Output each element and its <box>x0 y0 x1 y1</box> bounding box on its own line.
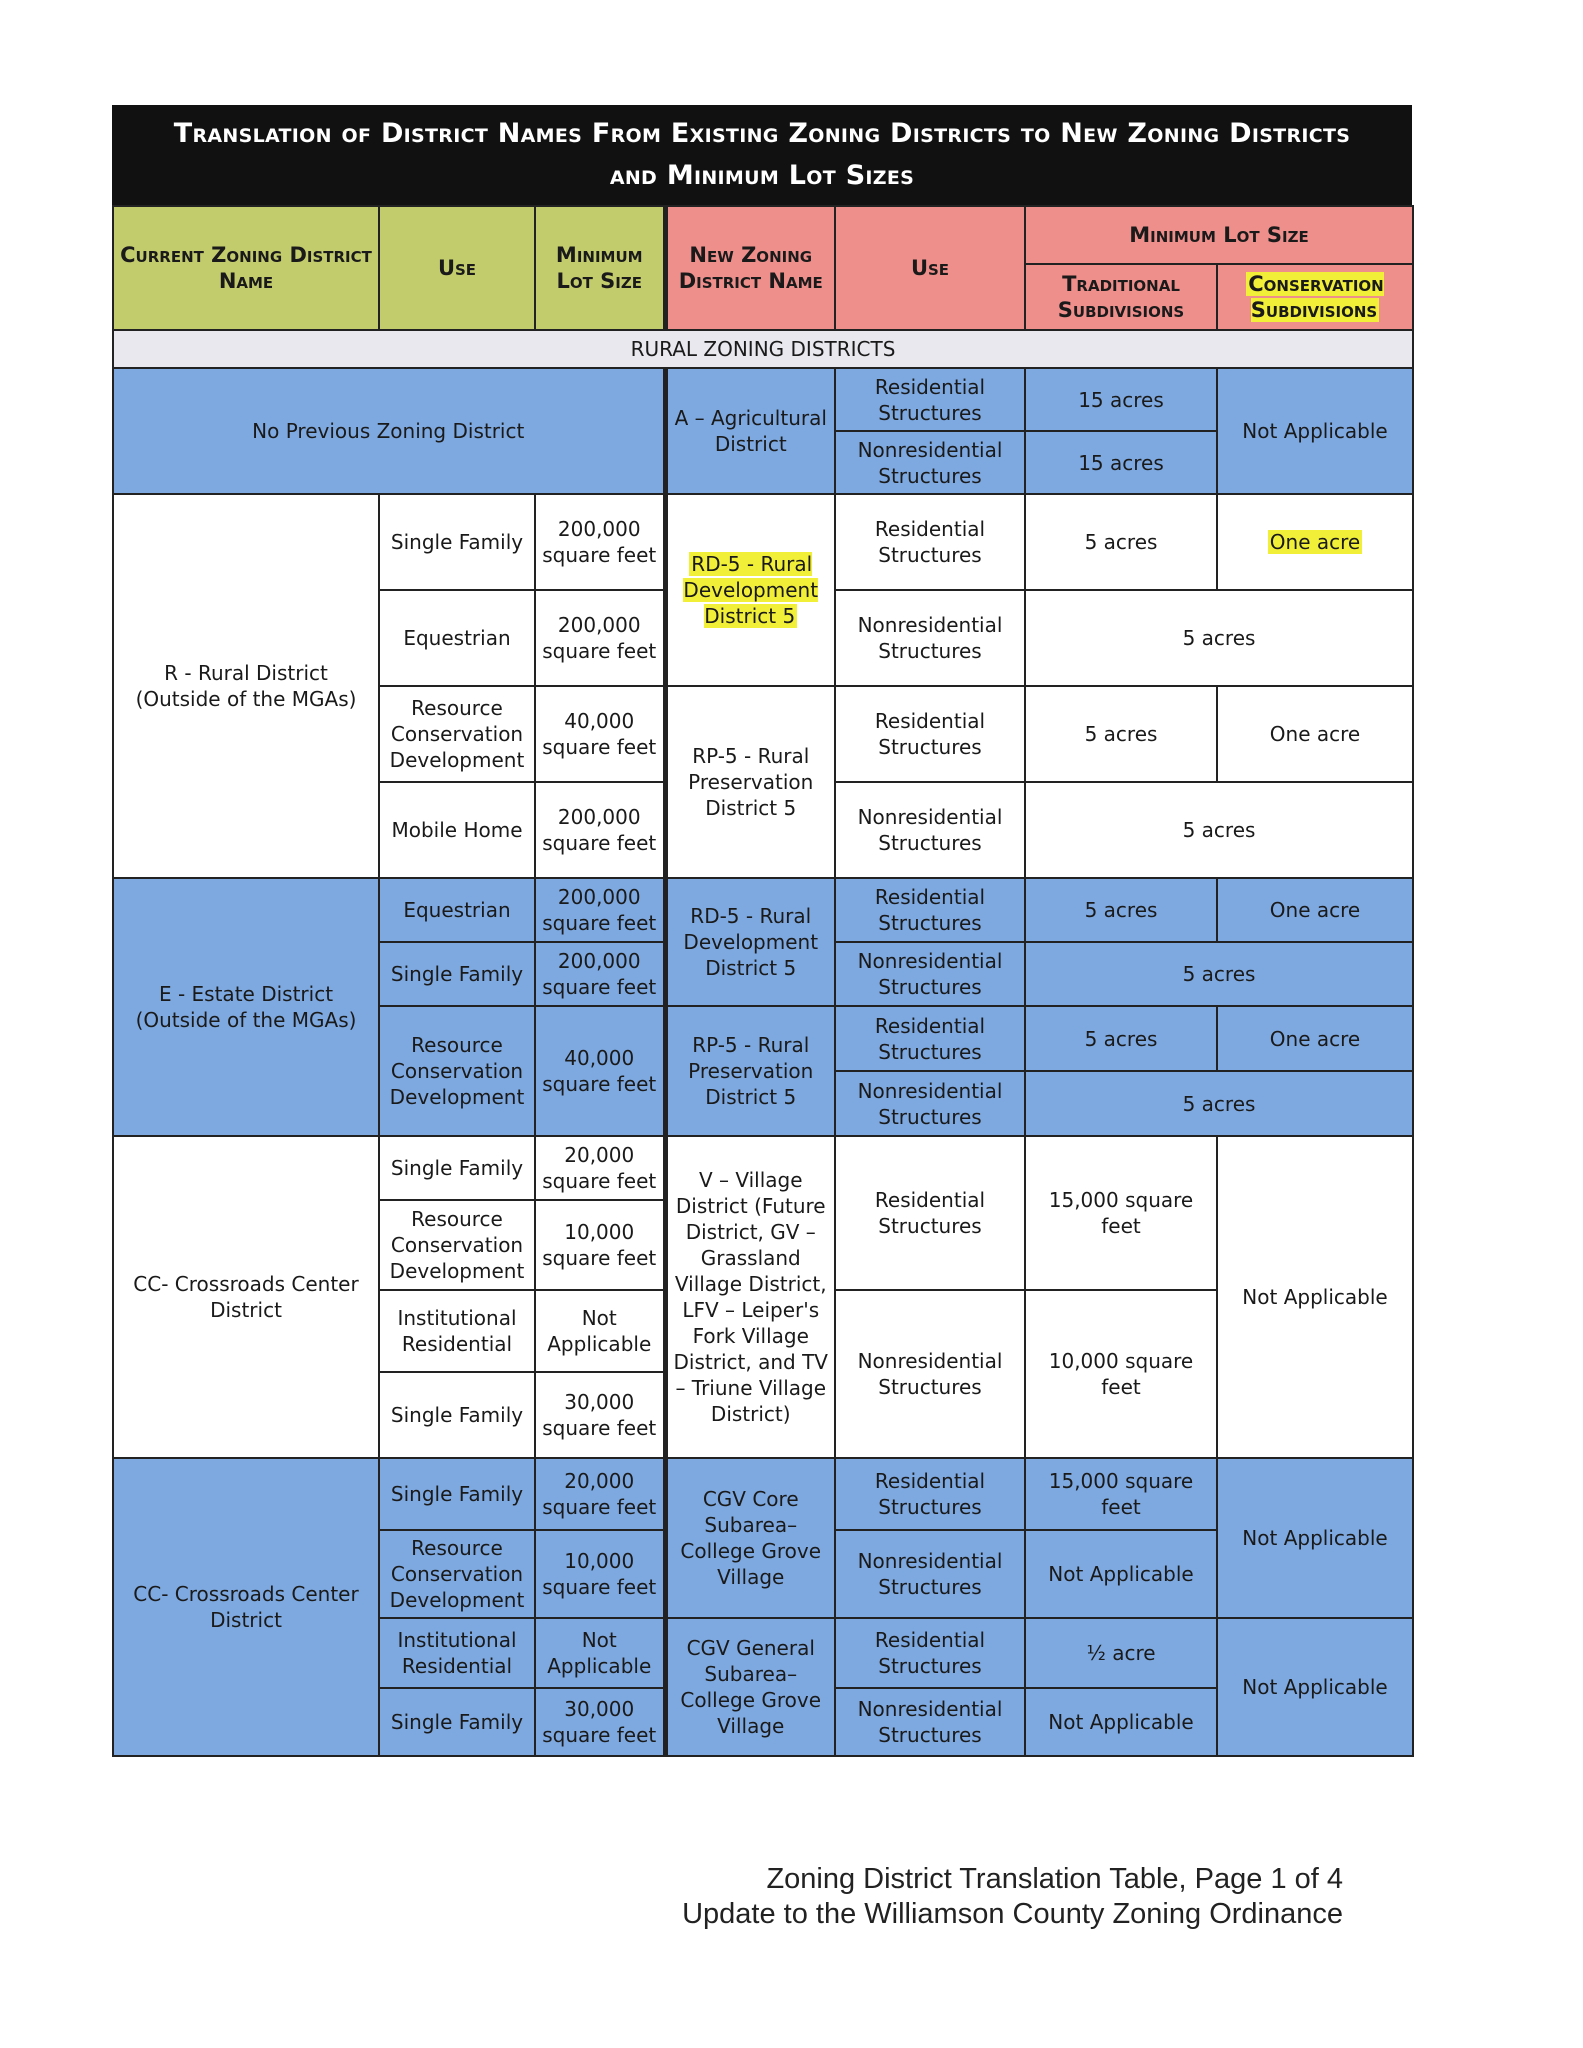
translation-table-wrapper <box>112 105 1412 1757</box>
e-lot-1: 200,000 square feet <box>535 878 665 942</box>
a-traditional-2: 15 acres <box>1025 431 1217 494</box>
header-use: Use <box>379 206 535 330</box>
cc2-use-2: Resource Conservation Development <box>379 1530 535 1618</box>
cc2-new-name-2: CGV General Subarea– College Grove Village <box>665 1618 835 1756</box>
e-traditional-3: 5 acres <box>1025 1006 1217 1071</box>
cc1-lot-3: Not Applicable <box>535 1290 665 1372</box>
r-use-1: Single Family <box>379 494 535 590</box>
footer-line-1: Zoning District Translation Table, Page 1 of 4 <box>766 1863 1343 1895</box>
cc1-new-name: V – Village District (Future District, GV – Grassland Village District, LFV – Leiper's Fork Village District, and TV – Triune Village District) <box>665 1136 835 1458</box>
r-new-name-2: RP-5 - Rural Preservation District 5 <box>665 686 835 878</box>
cc2-new-use-3: Residential Structures <box>835 1618 1025 1688</box>
cc1-new-use-2: Nonresidential Structures <box>835 1290 1025 1458</box>
header-traditional: Traditional Subdivisions <box>1025 264 1217 330</box>
r-traditional-4: 5 acres <box>1025 782 1413 878</box>
r-conservation-3: One acre <box>1217 686 1413 782</box>
cc2-traditional-2: Not Applicable <box>1025 1530 1217 1618</box>
footer-line-2: Update to the Williamson County Zoning Ordinance <box>682 1898 1343 1930</box>
cc2-traditional-3: ½ acre <box>1025 1618 1217 1688</box>
cc2-new-use-2: Nonresidential Structures <box>835 1530 1025 1618</box>
r-lot-2: 200,000 square feet <box>535 590 665 686</box>
cc2-use-3: Institutional Residential <box>379 1618 535 1688</box>
cc1-conservation: Not Applicable <box>1217 1136 1413 1458</box>
r-lot-1: 200,000 square feet <box>535 494 665 590</box>
e-use-3: Resource Conservation Development <box>379 1006 535 1136</box>
page-footer <box>682 1862 1343 1932</box>
e-conservation-3: One acre <box>1217 1006 1413 1071</box>
r-traditional-3: 5 acres <box>1025 686 1217 782</box>
cc2-lot-4: 30,000 square feet <box>535 1688 665 1756</box>
a-new-name: A – Agricultural District <box>665 368 835 494</box>
title-line-2: and Minimum Lot Sizes <box>609 160 915 191</box>
r-new-use-4: Nonresidential Structures <box>835 782 1025 878</box>
e-lot-3: 40,000 square feet <box>535 1006 665 1136</box>
cc1-traditional-1: 15,000 square feet <box>1025 1136 1217 1290</box>
r-new-use-2: Nonresidential Structures <box>835 590 1025 686</box>
header-conservation <box>1217 264 1413 330</box>
r-use-2: Equestrian <box>379 590 535 686</box>
cc2-current-name: CC- Crossroads Center District <box>113 1458 379 1756</box>
cc2-conservation-2: Not Applicable <box>1217 1618 1413 1756</box>
cc2-lot-2: 10,000 square feet <box>535 1530 665 1618</box>
header-current-name: Current Zoning District Name <box>113 206 379 330</box>
r-new-use-1: Residential Structures <box>835 494 1025 590</box>
header-min-lot-size: Minimum Lot Size <box>1025 206 1413 264</box>
section-banner: RURAL ZONING DISTRICTS <box>113 330 1413 368</box>
cc1-new-use-1: Residential Structures <box>835 1136 1025 1290</box>
r-traditional-2: 5 acres <box>1025 590 1413 686</box>
r-traditional-1: 5 acres <box>1025 494 1217 590</box>
a-use-1: Residential Structures <box>835 368 1025 431</box>
cc1-use-2: Resource Conservation Development <box>379 1200 535 1290</box>
header-new-name: New Zoning District Name <box>665 206 835 330</box>
r-new-use-3: Residential Structures <box>835 686 1025 782</box>
zoning-table <box>112 205 1414 1757</box>
e-traditional-2: 5 acres <box>1025 942 1413 1006</box>
cc1-lot-2: 10,000 square feet <box>535 1200 665 1290</box>
cc1-current-name: CC- Crossroads Center District <box>113 1136 379 1458</box>
e-new-use-3: Residential Structures <box>835 1006 1025 1071</box>
cc1-lot-4: 30,000 square feet <box>535 1372 665 1458</box>
title-line-1: Translation of District Names From Existing Zoning Districts to New Zoning Districts <box>173 118 1351 149</box>
r-current-name: R - Rural District (Outside of the MGAs) <box>113 494 379 878</box>
cc2-lot-3: Not Applicable <box>535 1618 665 1688</box>
a-use-2: Nonresidential Structures <box>835 431 1025 494</box>
cc2-use-4: Single Family <box>379 1688 535 1756</box>
e-new-name-2: RP-5 - Rural Preservation District 5 <box>665 1006 835 1136</box>
r-use-4: Mobile Home <box>379 782 535 878</box>
cc2-new-use-4: Nonresidential Structures <box>835 1688 1025 1756</box>
header-new-use: Use <box>835 206 1025 330</box>
cc2-lot-1: 20,000 square feet <box>535 1458 665 1530</box>
e-traditional-1: 5 acres <box>1025 878 1217 942</box>
a-current-name: No Previous Zoning District <box>113 368 665 494</box>
cc2-traditional-4: Not Applicable <box>1025 1688 1217 1756</box>
e-conservation-1: One acre <box>1217 878 1413 942</box>
e-use-2: Single Family <box>379 942 535 1006</box>
r-lot-4: 200,000 square feet <box>535 782 665 878</box>
cc1-lot-1: 20,000 square feet <box>535 1136 665 1200</box>
r-conservation-1 <box>1217 494 1413 590</box>
rd5-highlight: RD-5 - Rural Development District 5 <box>683 552 819 628</box>
e-current-name: E - Estate District (Outside of the MGAs) <box>113 878 379 1136</box>
e-traditional-4: 5 acres <box>1025 1071 1413 1136</box>
cc2-traditional-1: 15,000 square feet <box>1025 1458 1217 1530</box>
table-title <box>112 105 1412 205</box>
cc2-new-use-1: Residential Structures <box>835 1458 1025 1530</box>
cc2-conservation-1: Not Applicable <box>1217 1458 1413 1618</box>
cc1-use-4: Single Family <box>379 1372 535 1458</box>
cc2-use-1: Single Family <box>379 1458 535 1530</box>
cc1-traditional-2: 10,000 square feet <box>1025 1290 1217 1458</box>
e-use-1: Equestrian <box>379 878 535 942</box>
e-new-use-1: Residential Structures <box>835 878 1025 942</box>
e-new-use-4: Nonresidential Structures <box>835 1071 1025 1136</box>
cc1-use-3: Institutional Residential <box>379 1290 535 1372</box>
header-min-lot: Minimum Lot Size <box>535 206 665 330</box>
r-use-3: Resource Conservation Development <box>379 686 535 782</box>
e-new-use-2: Nonresidential Structures <box>835 942 1025 1006</box>
cc1-use-1: Single Family <box>379 1136 535 1200</box>
one-acre-highlight: One acre <box>1269 530 1361 554</box>
conservation-highlight: Conservation Subdivisions <box>1248 272 1384 322</box>
a-traditional-1: 15 acres <box>1025 368 1217 431</box>
e-new-name-1: RD-5 - Rural Development District 5 <box>665 878 835 1006</box>
r-lot-3: 40,000 square feet <box>535 686 665 782</box>
r-new-name-1 <box>665 494 835 686</box>
cc2-new-name-1: CGV Core Subarea– College Grove Village <box>665 1458 835 1618</box>
e-lot-2: 200,000 square feet <box>535 942 665 1006</box>
a-conservation: Not Applicable <box>1217 368 1413 494</box>
